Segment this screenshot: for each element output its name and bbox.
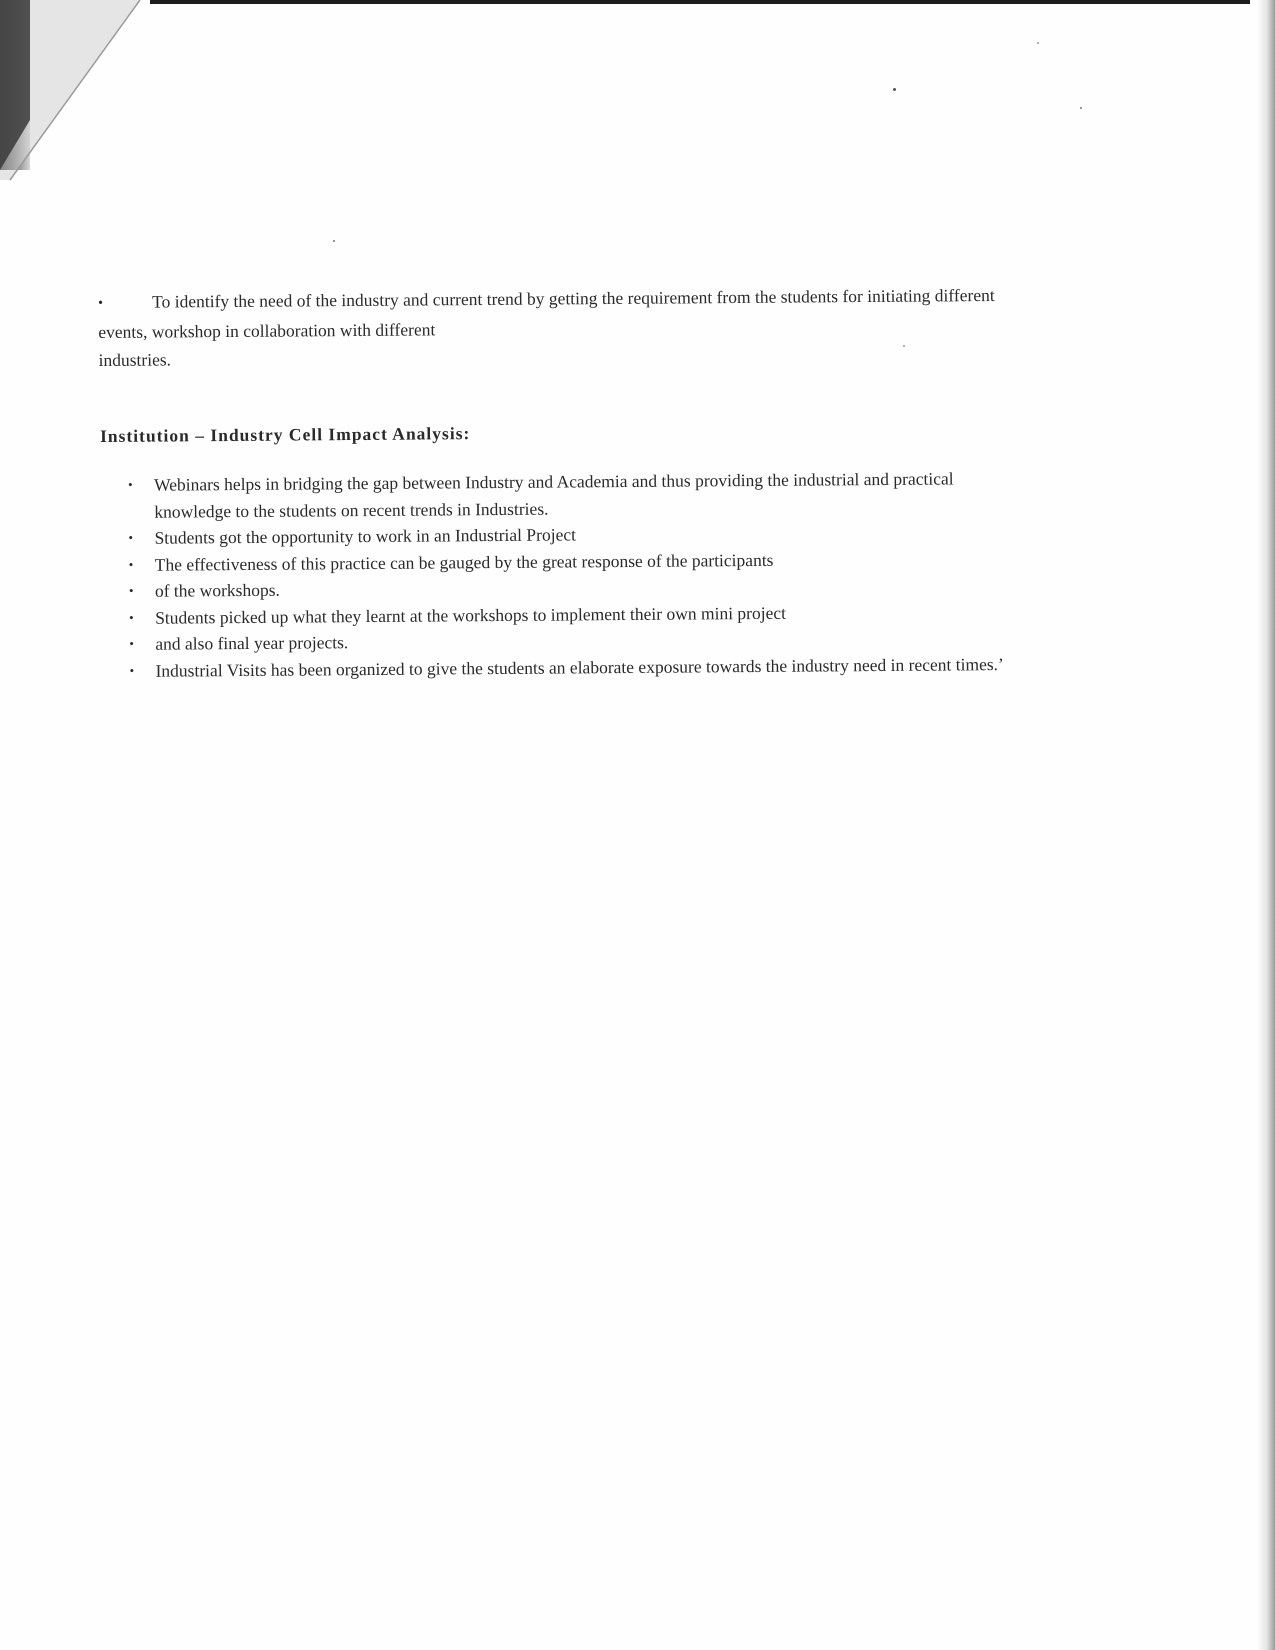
scan-speck (893, 88, 896, 91)
list-item-text: Students got the opportunity to work in an Industrial Project (154, 524, 577, 548)
list-item-text: Webinars helps in bridging the gap between Industry and Academia and thus providing the industrial and practical (154, 468, 954, 495)
intro-line: events, workshop in collaboration with different (98, 319, 436, 342)
list-item-text: Students picked up what they learnt at the workshops to implement their own mini project (155, 602, 787, 628)
bullet-icon: • (129, 662, 135, 678)
bullet-icon: • (128, 582, 134, 598)
intro-paragraph (98, 280, 1179, 374)
list-item-text: knowledge to the students on recent trends in Industries. (154, 498, 549, 522)
scan-right-edge (1257, 0, 1275, 1650)
list-item-text: The effectiveness of this practice can be gauged by the great response of the participants (154, 549, 774, 575)
section-heading: Institution – Industry Cell Impact Analysis: (100, 423, 471, 446)
list-item (118, 464, 1198, 525)
bullet-icon: • (98, 295, 104, 311)
scan-speck (1037, 42, 1039, 44)
list-item-text: Industrial Visits has been organized to give the students an elaborate exposure towards the industry need in recent times.’ (155, 653, 1004, 681)
bullet-icon: • (128, 529, 134, 545)
impact-list (118, 464, 1200, 684)
bullet-icon: • (129, 635, 134, 651)
bullet-icon: • (128, 556, 134, 572)
scan-top-edge (150, 0, 1250, 4)
scan-speck (333, 240, 335, 242)
list-item-text: and also final year projects. (155, 632, 349, 654)
intro-line-text: To identify the need of the industry and current trend by getting the requirement from the students for initiating different (152, 284, 995, 312)
intro-line: industries. (98, 349, 172, 370)
bullet-icon: • (129, 609, 134, 625)
list-item-text: of the workshops. (154, 579, 280, 601)
scan-speck (1080, 107, 1082, 109)
scan-page-fold (0, 0, 160, 200)
bullet-icon: • (128, 476, 133, 492)
